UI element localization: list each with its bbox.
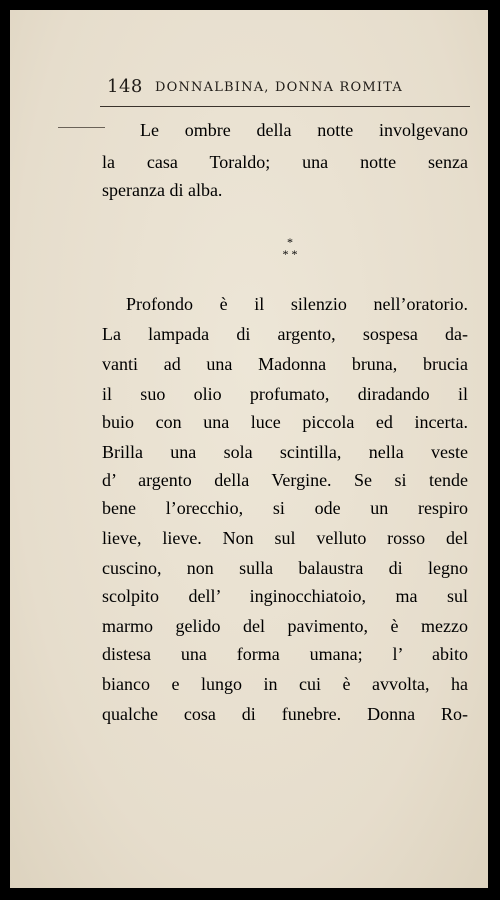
paragraph-line: marmo gelido del pavimento, è mezzo (102, 616, 468, 636)
paragraph-line: scolpito dell’ inginocchiatoio, ma sul (102, 586, 468, 606)
paragraph-line: distesa una forma umana; l’ abito (102, 644, 468, 664)
paragraph-line: lieve, lieve. Non sul velluto rosso del (102, 528, 468, 548)
page-number: 148 (107, 76, 143, 97)
running-title: DONNALBINA, DONNA ROMITA (155, 80, 403, 95)
paragraph-line: Brilla una sola scintilla, nella veste (102, 442, 468, 462)
section-asterism (275, 236, 305, 266)
paragraph-line: Profondo è il silenzio nell’oratorio. (126, 294, 468, 314)
paragraph-line: qualche cosa di funebre. Donna Ro- (102, 704, 468, 724)
paragraph-line: la casa Toraldo; una notte senza (102, 152, 468, 172)
paragraph-line: bene l’orecchio, si ode un respiro (102, 498, 468, 518)
asterism-top: * (287, 235, 293, 249)
header-rule (100, 106, 470, 107)
paragraph-line: d’ argento della Vergine. Se si tende (102, 470, 468, 490)
paragraph-line: La lampada di argento, sospesa da- (102, 324, 468, 344)
paragraph-line: buio con una luce piccola ed incerta. (102, 412, 468, 432)
asterism-bottom: * * (282, 247, 298, 261)
paragraph-line: Le ombre della notte involgevano (140, 120, 468, 140)
page-header (105, 76, 480, 116)
paragraph-line: cuscino, non sulla balaustra di legno (102, 558, 468, 578)
paragraph-line: bianco e lungo in cui è avvolta, ha (102, 674, 468, 694)
paragraph-line: vanti ad una Madonna bruna, brucia (102, 354, 468, 374)
paragraph-line: speranza di alba. (102, 180, 223, 200)
margin-dash (58, 127, 105, 128)
paragraph-line: il suo olio profumato, diradando il (102, 384, 468, 404)
